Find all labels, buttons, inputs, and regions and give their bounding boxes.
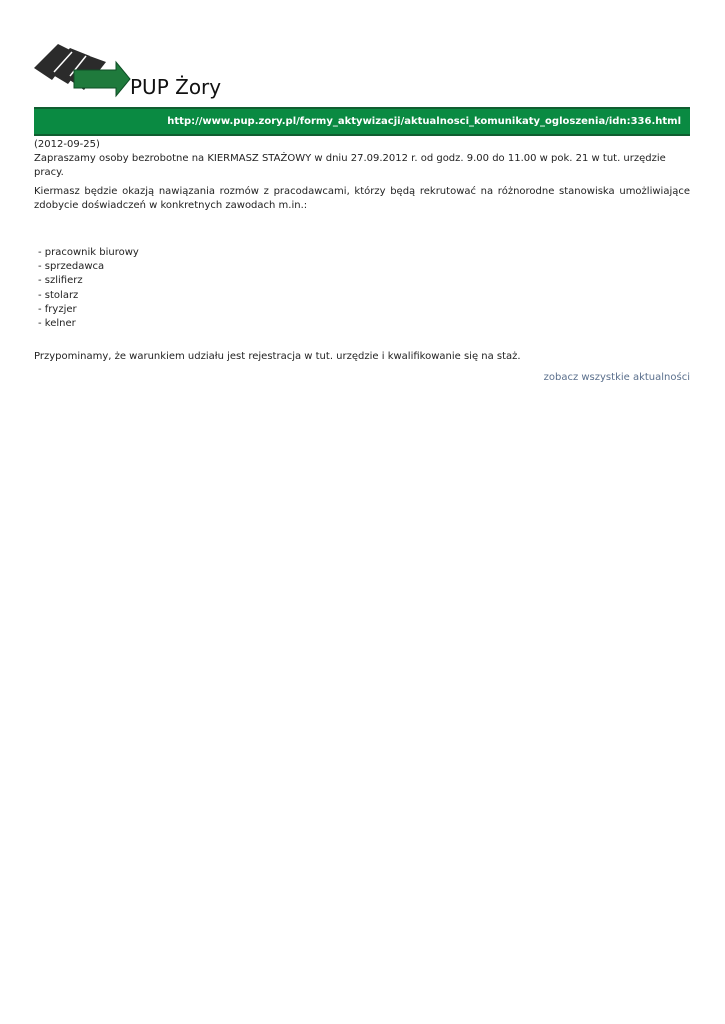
job-list [38,246,690,331]
list-item: - stolarz [38,289,79,301]
list-item: - kelner [38,318,76,330]
article-reminder: Przypominamy, że warunkiem udziału jest rejestracja w tut. urzędzie i kwalifikowanie się na staż. [34,351,521,363]
url-bar [34,107,690,136]
list-item: - fryzjer [38,303,77,315]
article-content [34,138,690,364]
list-item: - pracownik biurowy [38,247,139,258]
list-item: - szlifierz [38,275,83,287]
see-all-news-link[interactable]: zobacz wszystkie aktualności [543,372,690,383]
article-date: (2012-09-25) [34,139,100,150]
list-item: - sprzedawca [38,261,105,273]
site-name: PUP Żory [130,75,222,99]
page-url[interactable]: http://www.pup.zory.pl/formy_aktywizacji/aktualnosci_komunikaty_ogloszenia/idn:336.html [167,116,681,127]
logo-graphic [34,42,134,98]
article-intro: Zapraszamy osoby bezrobotne na KIERMASZ STAŻOWY w dniu 27.09.2012 r. od godz. 9.00 do 11.00 w pok. 21 w tut. urzędzie pracy. [34,153,666,178]
article-paragraph: Kiermasz będzie okazją nawiązania rozmów z pracodawcami, którzy będą rekrutować na różnorodne stanowiska umożliwiające zdobycie doświadczeń w konkretnych zawodach m.in.: [34,186,690,211]
